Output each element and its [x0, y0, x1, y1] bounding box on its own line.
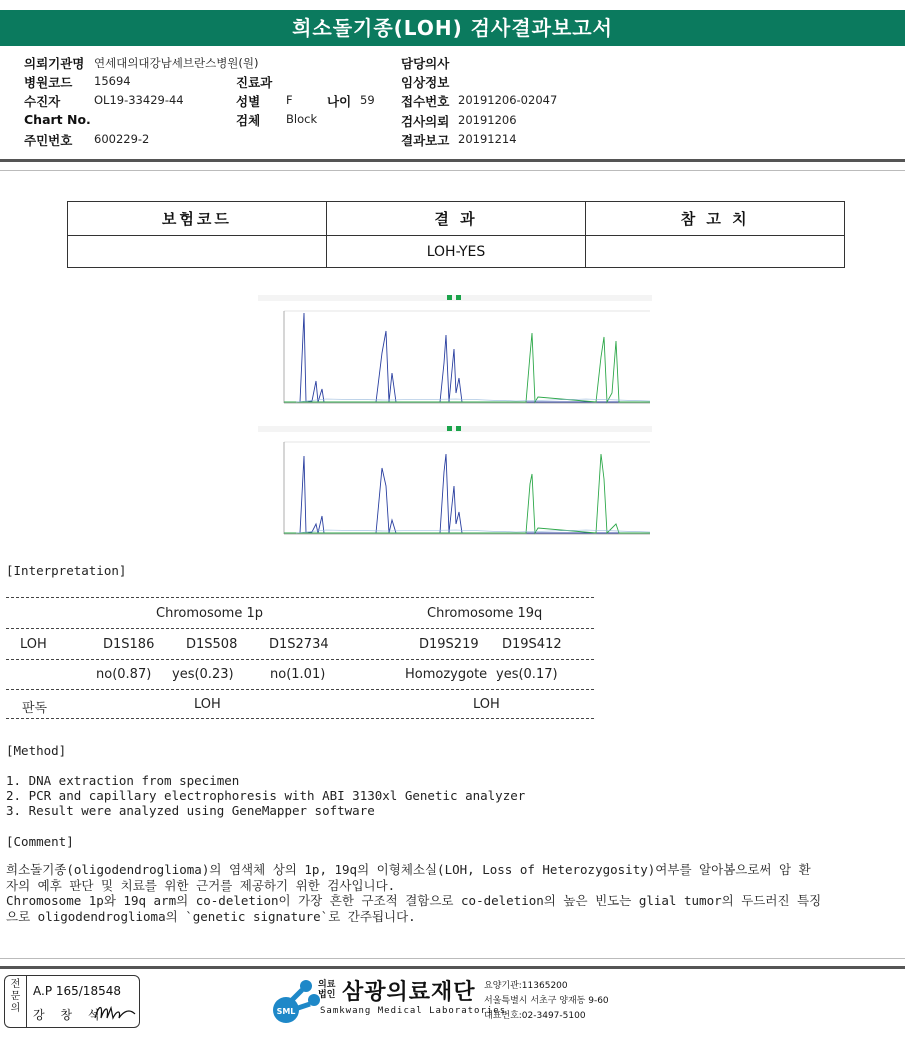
loh-label: LOH — [20, 637, 47, 652]
hospital-value: 연세대의대강남세브란스병원(원) — [94, 56, 259, 70]
electropherogram-svg — [256, 293, 654, 409]
value-cell: Homozygote — [405, 667, 488, 682]
judge-1p: LOH — [194, 697, 221, 712]
table-rule — [6, 659, 594, 660]
hospital-label: 의뢰기관명 — [24, 56, 85, 71]
insurance-code-cell — [68, 236, 327, 268]
ssn-value: 600229-2 — [94, 132, 150, 146]
sex-value: F — [286, 93, 293, 107]
chr1p-header: Chromosome 1p — [156, 606, 263, 621]
report-title: 희소돌기종(LOH) 검사결과보고서 — [0, 10, 905, 46]
specialist-box — [4, 975, 140, 1028]
specimen-value: Block — [286, 112, 318, 126]
value-cell: yes(0.17) — [496, 667, 558, 682]
org-prefix: 의료 법인 — [318, 980, 336, 1000]
table-rule — [6, 689, 594, 690]
marker-cell: D1S186 — [103, 637, 155, 652]
request-label: 검사의뢰 — [401, 114, 450, 129]
org-name: 삼광의료재단 — [342, 980, 476, 1005]
marker-cell: D19S219 — [419, 637, 479, 652]
table-rule — [6, 597, 594, 598]
marker-cell: D1S508 — [186, 637, 238, 652]
org-address: 요양기관:11365200 서울특별시 서초구 양재동 9-60 대표번호:02-3497-5100 — [484, 981, 609, 1021]
report-date-value: 20191214 — [458, 132, 517, 146]
code-label: 병원코드 — [24, 75, 73, 90]
method-item: 1. DNA extraction from specimen — [6, 773, 240, 788]
receipt-label: 접수번호 — [401, 94, 450, 109]
comment-line: Chromosome 1p와 19q arm의 co-deletion이 가장 흔한 구조적 결함으로 co-deletion의 높은 빈도는 glial tumor의 두드러진 특징 — [6, 893, 822, 908]
doctor-label: 담당의사 — [401, 56, 450, 71]
electropherogram-tumor — [256, 293, 654, 409]
method-item: 2. PCR and capillary electrophoresis with ABI 3130xl Genetic analyzer — [6, 788, 526, 803]
reference-header: 참 고 치 — [586, 202, 845, 236]
insurance-code-header: 보험코드 — [68, 202, 327, 236]
value-cell: yes(0.23) — [172, 667, 234, 682]
electropherogram-normal — [256, 424, 654, 538]
result-header: 결 과 — [326, 202, 586, 236]
method-item: 3. Result were analyzed using GeneMapper software — [6, 803, 375, 818]
age-value: 59 — [360, 93, 375, 107]
method-list — [6, 773, 525, 818]
interpretation-heading: [Interpretation] — [6, 563, 127, 578]
specimen-label: 검체 — [236, 113, 261, 128]
result-table — [67, 201, 845, 268]
electropherogram-svg — [256, 424, 654, 538]
request-value: 20191206 — [458, 113, 517, 127]
report-date-label: 결과보고 — [401, 133, 450, 148]
comment-text — [6, 862, 902, 924]
doctor-name: 강 창 석 — [33, 1008, 106, 1022]
divider — [0, 159, 905, 162]
comment-line: 자의 예후 판단 및 치료를 위한 근거를 제공하기 위한 검사입니다. — [6, 877, 396, 893]
comment-heading: [Comment] — [6, 834, 74, 849]
judge-19q: LOH — [473, 697, 500, 712]
marker-cell: D19S412 — [502, 637, 562, 652]
org-english-name: Samkwang Medical Laboratories — [320, 1006, 507, 1016]
sex-label: 성별 — [236, 94, 261, 109]
method-heading: [Method] — [6, 743, 67, 758]
chr19q-header: Chromosome 19q — [427, 606, 543, 621]
ssn-label: 주민번호 — [24, 133, 73, 148]
judge-label: 판독 — [22, 701, 48, 716]
specialist-vertical-label: 전 문 의 — [5, 976, 27, 1027]
ap-number: A.P 165/18548 — [33, 984, 121, 998]
age-label: 나이 — [327, 94, 352, 109]
comment-line: 으로 oligodendroglioma의 `genetic signature`로 간주됩니다. — [6, 908, 416, 924]
value-cell: no(1.01) — [270, 667, 326, 682]
result-cell: LOH-YES — [326, 236, 586, 268]
value-cell: no(0.87) — [96, 667, 152, 682]
divider — [0, 170, 905, 171]
code-value: 15694 — [94, 74, 131, 88]
table-rule — [6, 718, 594, 719]
patient-label: 수진자 — [24, 94, 61, 109]
reference-cell — [586, 236, 845, 268]
chart-label: Chart No. — [24, 112, 91, 127]
comment-line: 희소돌기종(oligodendroglioma)의 염색체 상의 1p, 19q의 이형체소실(LOH, Loss of Heterozygosity)여부를 알아봄으로써 암 환 — [6, 862, 811, 877]
signature-icon — [93, 1000, 137, 1024]
clinical-label: 임상정보 — [401, 75, 450, 90]
divider — [0, 958, 905, 959]
receipt-value: 20191206-02047 — [458, 93, 558, 107]
divider — [0, 966, 905, 969]
logo-text: SML — [276, 1007, 296, 1016]
marker-cell: D1S2734 — [269, 637, 329, 652]
patient-value: OL19-33429-44 — [94, 93, 184, 107]
dept-label: 진료과 — [236, 75, 273, 90]
table-rule — [6, 628, 594, 629]
